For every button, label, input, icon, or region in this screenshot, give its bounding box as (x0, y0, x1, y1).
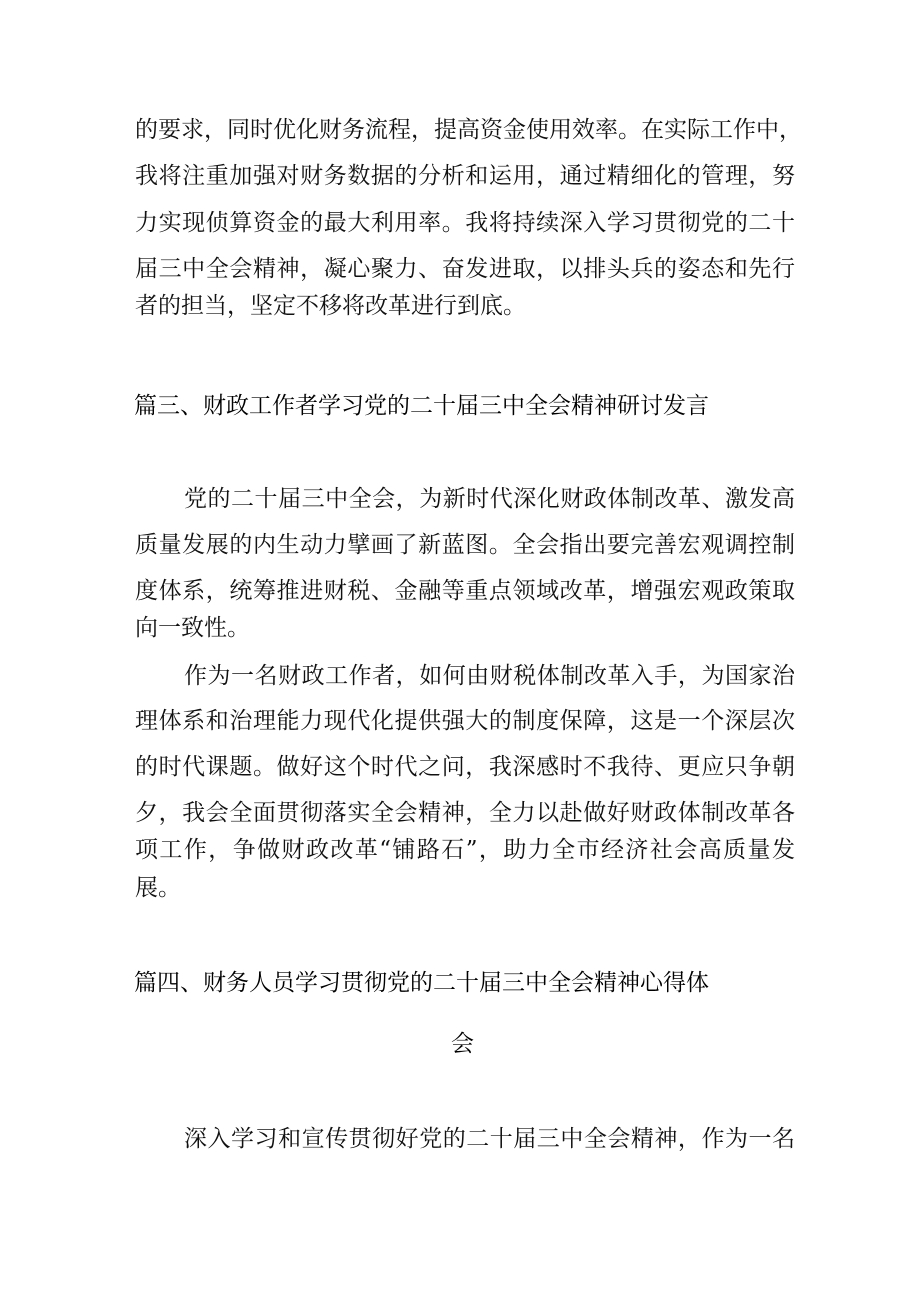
text-line: 者的担当，坚定不移将改革进行到底。 (135, 293, 526, 319)
text-line: 的时代课题。做好这个时代之问，我深感时不我待、更应只争朝 (135, 754, 795, 780)
text-line: 向一致性。 (135, 615, 250, 641)
text-line: 的要求，同时优化财务流程，提高资金使用效率。在实际工作中， (135, 117, 802, 143)
section-3-heading: 篇三、财政工作者学习党的二十届三中全会精神研讨发言 (134, 393, 709, 419)
text-line: 深入学习和宣传贯彻好党的二十届三中全会精神，作为一名 (184, 1126, 795, 1152)
section-4-heading: 篇四、财务人员学习贯彻党的二十届三中全会精神心得体 (134, 970, 709, 996)
text-line: 理体系和治理能力现代化提供强大的制度保障，这是一个深层次 (135, 708, 795, 734)
text-line: 届三中全会精神，凝心聚力、奋发进取，以排头兵的姿态和先行 (135, 256, 795, 282)
text-line: 项工作，争做财政改革“铺路石”，助力全市经济社会高质量发 (135, 837, 795, 863)
text-line: 质量发展的内生动力擘画了新蓝图。全会指出要完善宏观调控制 (135, 532, 795, 558)
text-line: 夕，我会全面贯彻落实全会精神，全力以赴做好财政体制改革各 (135, 800, 795, 826)
section-4-heading-continued: 会 (451, 1031, 474, 1057)
text-line: 作为一名财政工作者，如何由财税体制改革入手，为国家治 (184, 663, 795, 689)
text-line: 力实现侦算资金的最大利用率。我将持续深入学习贯彻党的二十 (135, 210, 795, 236)
text-line: 我将注重加强对财务数据的分析和运用，通过精细化的管理，努 (135, 163, 795, 189)
text-line: 展。 (135, 875, 181, 901)
text-line: 度体系，统筹推进财税、金融等重点领域改革，增强宏观政策取 (135, 578, 795, 604)
text-line: 党的二十届三中全会，为新时代深化财政体制改革、激发高 (184, 486, 795, 512)
